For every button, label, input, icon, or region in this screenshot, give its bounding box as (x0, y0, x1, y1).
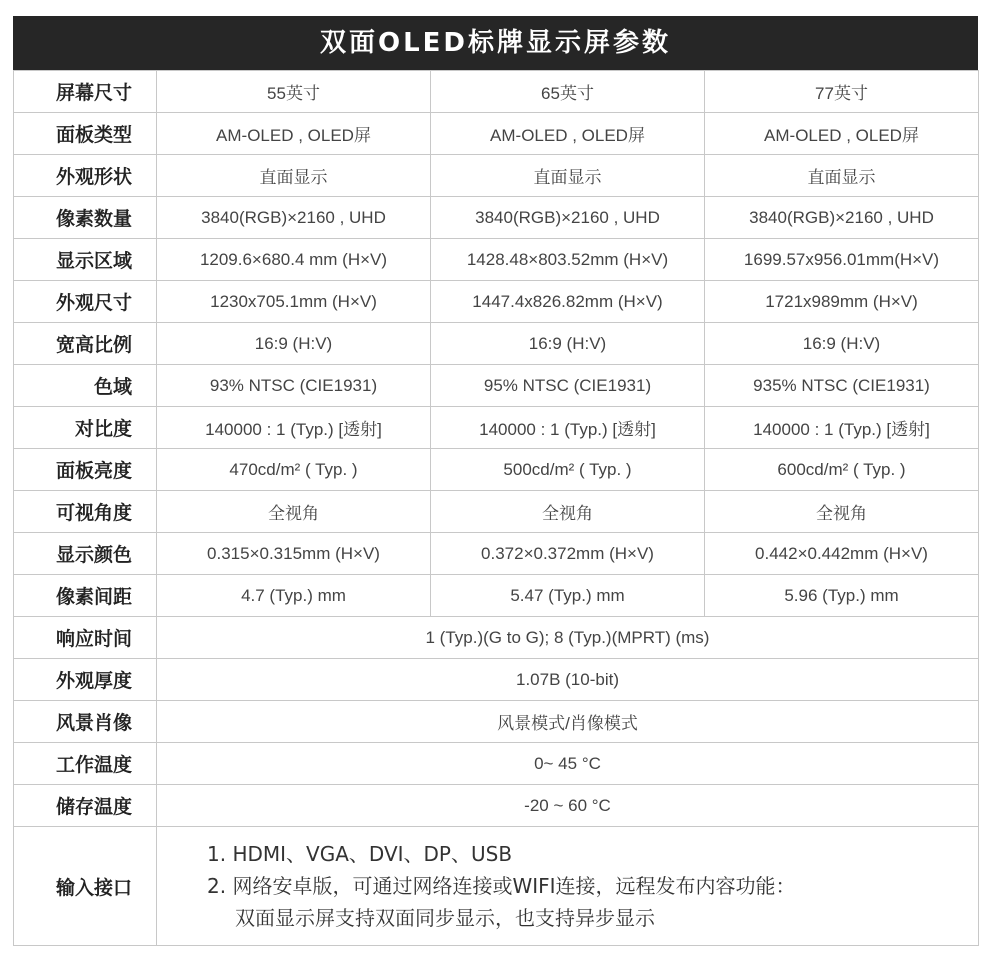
spec-cell: 95% NTSC (CIE1931) (431, 365, 705, 407)
spec-cell-merged: 1 (Typ.)(G to G); 8 (Typ.)(MPRT) (ms) (157, 617, 979, 659)
spec-cell: 16:9 (H:V) (157, 323, 431, 365)
row-label: 显示区域 (14, 239, 157, 281)
table-row (14, 71, 979, 113)
row-label: 面板类型 (14, 113, 157, 155)
table-row (14, 197, 979, 239)
spec-cell: 全视角 (157, 491, 431, 533)
spec-cell: 3840(RGB)×2160 , UHD (431, 197, 705, 239)
table-row (14, 113, 979, 155)
spec-table (13, 70, 979, 946)
spec-cell: 1721x989mm (H×V) (705, 281, 979, 323)
spec-cell: 直面显示 (705, 155, 979, 197)
interface-line: 1. HDMI、VGA、DVI、DP、USB (207, 842, 513, 866)
spec-cell: 1428.48×803.52mm (H×V) (431, 239, 705, 281)
interface-cell (157, 827, 979, 946)
row-label: 像素数量 (14, 197, 157, 239)
interface-line: 2. 网络安卓版，可通过网络连接或WIFI连接，远程发布内容功能： (207, 874, 796, 898)
spec-cell: 4.7 (Typ.) mm (157, 575, 431, 617)
spec-cell-merged: 风景模式/肖像模式 (157, 701, 979, 743)
table-row (14, 701, 979, 743)
spec-cell: 55英寸 (157, 71, 431, 113)
table-row (14, 659, 979, 701)
table-row (14, 323, 979, 365)
table-row (14, 407, 979, 449)
spec-cell: 0.315×0.315mm (H×V) (157, 533, 431, 575)
row-label: 显示颜色 (14, 533, 157, 575)
spec-cell: 65英寸 (431, 71, 705, 113)
spec-cell: 500cd/m² ( Typ. ) (431, 449, 705, 491)
row-label: 响应时间 (14, 617, 157, 659)
spec-cell-merged: 1.07B (10-bit) (157, 659, 979, 701)
page-title: 双面OLED标牌显示屏参数 (13, 16, 978, 70)
row-label: 宽高比例 (14, 323, 157, 365)
interface-row (14, 827, 979, 946)
spec-cell: 140000 : 1 (Typ.) [透射] (157, 407, 431, 449)
table-row (14, 449, 979, 491)
spec-cell: 0.442×0.442mm (H×V) (705, 533, 979, 575)
spec-cell-merged: -20 ~ 60 °C (157, 785, 979, 827)
spec-cell-merged: 0~ 45 °C (157, 743, 979, 785)
interface-line: 双面显示屏支持双面同步显示，也支持异步显示 (235, 906, 655, 930)
row-label: 外观厚度 (14, 659, 157, 701)
spec-cell: AM-OLED , OLED屏 (431, 113, 705, 155)
table-row (14, 491, 979, 533)
row-label: 对比度 (14, 407, 157, 449)
spec-cell: 全视角 (431, 491, 705, 533)
table-row (14, 533, 979, 575)
spec-cell: 直面显示 (431, 155, 705, 197)
row-label: 面板亮度 (14, 449, 157, 491)
row-label: 输入接口 (14, 827, 157, 946)
spec-cell: 5.47 (Typ.) mm (431, 575, 705, 617)
table-row (14, 239, 979, 281)
spec-cell: AM-OLED , OLED屏 (157, 113, 431, 155)
row-label: 外观形状 (14, 155, 157, 197)
spec-cell: 1699.57x956.01mm(H×V) (705, 239, 979, 281)
row-label: 色域 (14, 365, 157, 407)
spec-cell: 470cd/m² ( Typ. ) (157, 449, 431, 491)
spec-cell: 直面显示 (157, 155, 431, 197)
spec-cell: 1209.6×680.4 mm (H×V) (157, 239, 431, 281)
row-label: 风景肖像 (14, 701, 157, 743)
table-row (14, 617, 979, 659)
spec-cell: 16:9 (H:V) (705, 323, 979, 365)
spec-cell: 935% NTSC (CIE1931) (705, 365, 979, 407)
spec-cell: 1230x705.1mm (H×V) (157, 281, 431, 323)
spec-cell: AM-OLED , OLED屏 (705, 113, 979, 155)
spec-cell: 0.372×0.372mm (H×V) (431, 533, 705, 575)
table-row (14, 365, 979, 407)
spec-cell: 77英寸 (705, 71, 979, 113)
spec-cell: 5.96 (Typ.) mm (705, 575, 979, 617)
table-row (14, 281, 979, 323)
spec-cell: 3840(RGB)×2160 , UHD (157, 197, 431, 239)
table-row (14, 155, 979, 197)
row-label: 储存温度 (14, 785, 157, 827)
spec-cell: 16:9 (H:V) (431, 323, 705, 365)
spec-cell: 600cd/m² ( Typ. ) (705, 449, 979, 491)
table-row (14, 785, 979, 827)
spec-cell: 3840(RGB)×2160 , UHD (705, 197, 979, 239)
row-label: 可视角度 (14, 491, 157, 533)
table-row (14, 575, 979, 617)
spec-cell: 93% NTSC (CIE1931) (157, 365, 431, 407)
row-label: 像素间距 (14, 575, 157, 617)
row-label: 工作温度 (14, 743, 157, 785)
interface-lines (157, 838, 978, 934)
spec-cell: 140000 : 1 (Typ.) [透射] (705, 407, 979, 449)
table-row (14, 743, 979, 785)
spec-cell: 1447.4x826.82mm (H×V) (431, 281, 705, 323)
row-label: 外观尺寸 (14, 281, 157, 323)
spec-cell: 全视角 (705, 491, 979, 533)
spec-cell: 140000 : 1 (Typ.) [透射] (431, 407, 705, 449)
row-label: 屏幕尺寸 (14, 71, 157, 113)
